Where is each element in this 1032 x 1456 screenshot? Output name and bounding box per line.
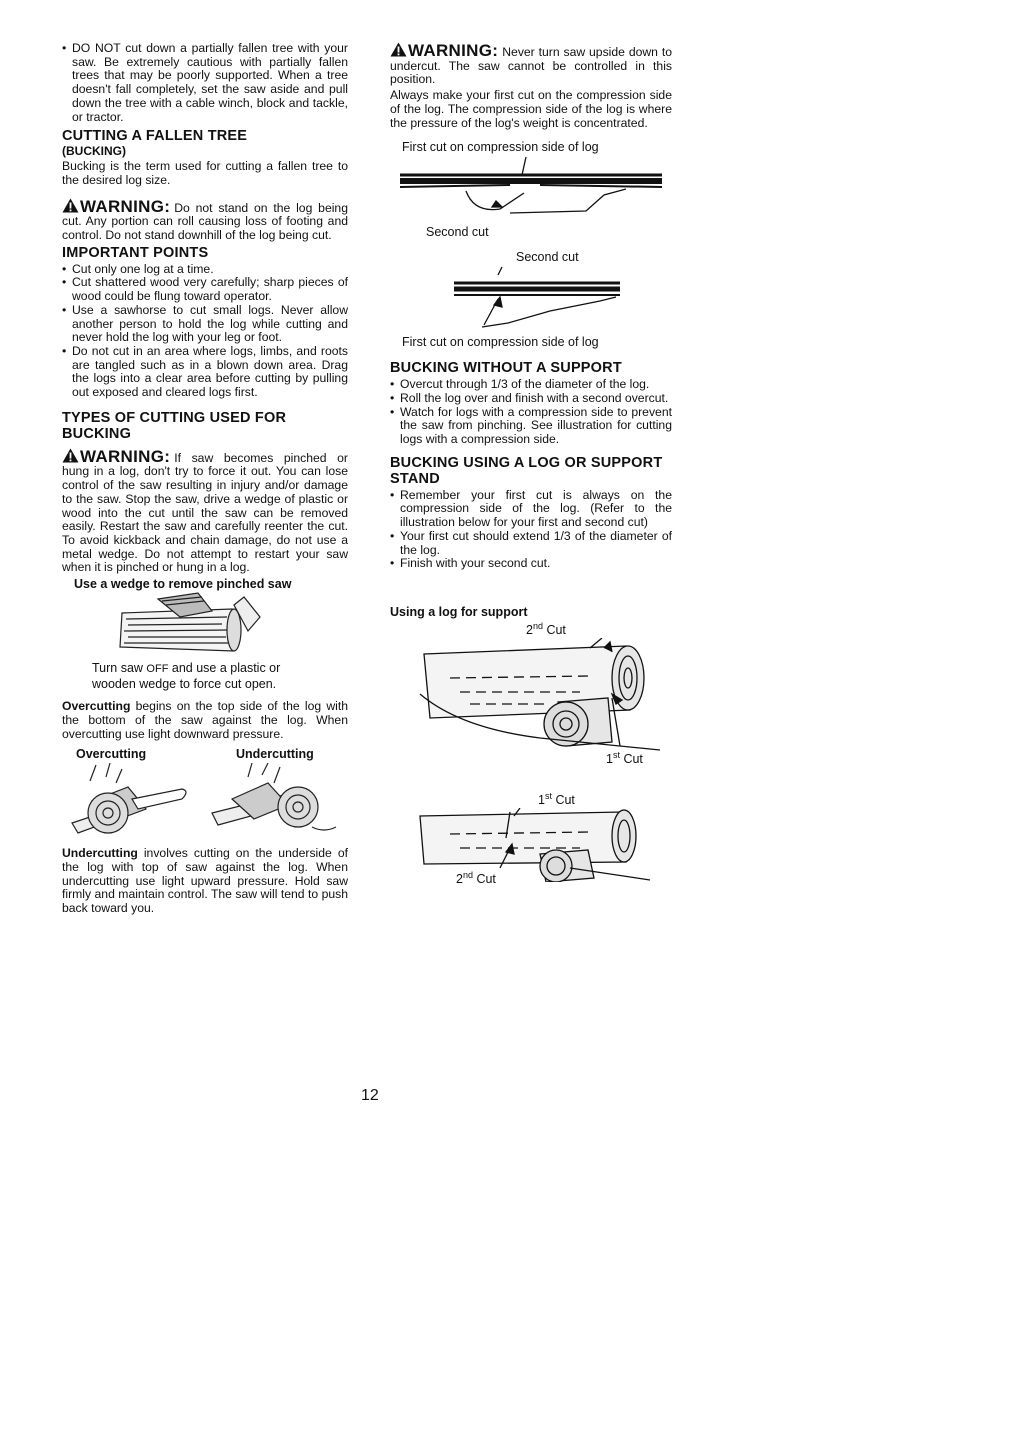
no-support-list <box>390 378 672 447</box>
list-item: • Cut only one log at a time. <box>62 263 348 277</box>
compression-bottom-illustration <box>390 265 672 335</box>
cut-type-labels <box>62 745 348 763</box>
warning-text: If saw becomes pinched or hung in a log, don't try to force it out. You can lose control of the saw resulting in injury and/or damage to the saw. Stop the saw, drive a wedge of plastic or wood into the cut until the saw can be removed easily. Restart the saw and carefully reenter the cut. To avoid kickback and chain damage, do not use a metal wedge. Do not attempt to restart your saw when it is pinched or hung in a log. <box>62 450 348 575</box>
compression-top-illustration <box>390 155 672 225</box>
warning-text: Never turn saw upside down to undercut. The saw cannot be controlled in this position. <box>390 45 672 87</box>
compression-paragraph: Always make your first cut on the compression side of the log. The compression side of the log is where the pressure of the log's weight is concentrated. <box>390 88 672 130</box>
list-item: • Remember your first cut is always on the compression side of the log. (Refer to the illustration below for your first and second cut) <box>390 489 672 530</box>
undercutting-label: Undercutting <box>236 747 314 762</box>
left-column <box>62 42 348 916</box>
off-word: OFF <box>146 663 169 676</box>
fig1-bottom-label: Second cut <box>426 225 489 240</box>
fig1-top-label: First cut on compression side of log <box>402 140 599 155</box>
section-title-without-support: BUCKING WITHOUT A SUPPORT <box>390 360 622 377</box>
wedge-illustration <box>62 591 348 661</box>
warning-pinched-saw <box>62 448 348 575</box>
fig3-top-label: 2nd Cut <box>526 620 566 638</box>
support-figure-title: Using a log for support <box>390 604 528 619</box>
intro-list <box>62 42 348 124</box>
warning-label: WARNING: <box>408 41 499 60</box>
wedge-figure-title: Use a wedge to remove pinched saw <box>74 577 292 592</box>
warning-text: Do not stand on the log being cut. Any portion can roll causing loss of footing and control. Do not stand downhill of the log being cut. <box>62 200 348 243</box>
list-item: • Use a sawhorse to cut small logs. Never allow another person to hold the log while cutting and never hold the log with your leg or foot. <box>62 304 348 345</box>
warning-label: WARNING: <box>80 196 171 216</box>
log-support-top-illustration <box>390 638 672 754</box>
section-subtitle-bucking: (BUCKING) <box>62 144 126 159</box>
right-column <box>390 42 672 888</box>
wedge-caption: Turn saw OFF and use a plastic or wooden wedge to force cut open. <box>92 661 281 692</box>
intro-bullet: • DO NOT cut down a partially fallen tree with your saw. Be extremely cautious with partially fallen trees that may be poorly supported. When a tree doesn't fall completely, set the saw aside and pull down the tree with a cable winch, block and tackle, or tractor. <box>62 42 348 124</box>
warning-triangle-icon <box>62 448 79 463</box>
undercutting-paragraph: Undercutting involves cutting on the underside of the log with top of saw against the log. When undercutting use light upward pressure. Hold saw firmly and maintain control. The saw will tend to push back toward you. <box>62 846 348 916</box>
warning-triangle-icon <box>390 42 407 57</box>
section-title-types-of-cutting: TYPES OF CUTTING USED FOR BUCKING <box>62 409 287 442</box>
important-points-list <box>62 263 348 400</box>
page-number: 12 <box>361 1087 379 1104</box>
warning-label: WARNING: <box>80 446 171 466</box>
section-title-log-support: BUCKING USING A LOG OR SUPPORT STAND <box>390 454 663 487</box>
list-item: • Finish with your second cut. <box>390 557 672 571</box>
list-item: • Roll the log over and finish with a second overcut. <box>390 392 672 406</box>
fig3-bottom-label: 1st Cut <box>606 750 643 767</box>
warning-triangle-icon <box>62 198 79 213</box>
undercutting-term: Undercutting <box>62 846 138 861</box>
bucking-definition: Bucking is the term used for cutting a fallen tree to the desired log size. <box>62 159 348 187</box>
overcutting-term: Overcutting <box>62 699 131 714</box>
overcut-undercut-illustration <box>62 763 348 841</box>
fig4-bottom-label: 2nd Cut <box>456 870 496 887</box>
list-item: • Your first cut should extend 1/3 of the diameter of the log. <box>390 530 672 557</box>
support-list <box>390 489 672 571</box>
warning-stand-on-log <box>62 198 348 243</box>
fig2-bottom-label: First cut on compression side of log <box>402 335 599 350</box>
section-title-cutting-fallen-tree: CUTTING A FALLEN TREE <box>62 128 248 145</box>
list-item: • Watch for logs with a compression side to prevent the saw from pinching. See illustration for cutting logs with a compression side. <box>390 406 672 447</box>
overcutting-label: Overcutting <box>76 747 147 762</box>
fig2-top-label: Second cut <box>516 250 579 265</box>
list-item: • Cut shattered wood very carefully; sharp pieces of wood could be flung toward operator. <box>62 276 348 303</box>
fig4-top-label: 1st Cut <box>538 791 575 808</box>
overcutting-paragraph: Overcutting begins on the top side of the log with the bottom of the saw against the log. When overcutting use light downward pressure. <box>62 699 348 741</box>
warning-upside-down <box>390 42 672 87</box>
list-item: • Overcut through 1/3 of the diameter of the log. <box>390 378 672 392</box>
list-item: • Do not cut in an area where logs, limbs, and roots are tangled such as in a blown down area. Drag the logs into a clear area before cutting by pulling out exposed and cleared logs first. <box>62 345 348 400</box>
section-title-important-points: IMPORTANT POINTS <box>62 244 209 261</box>
